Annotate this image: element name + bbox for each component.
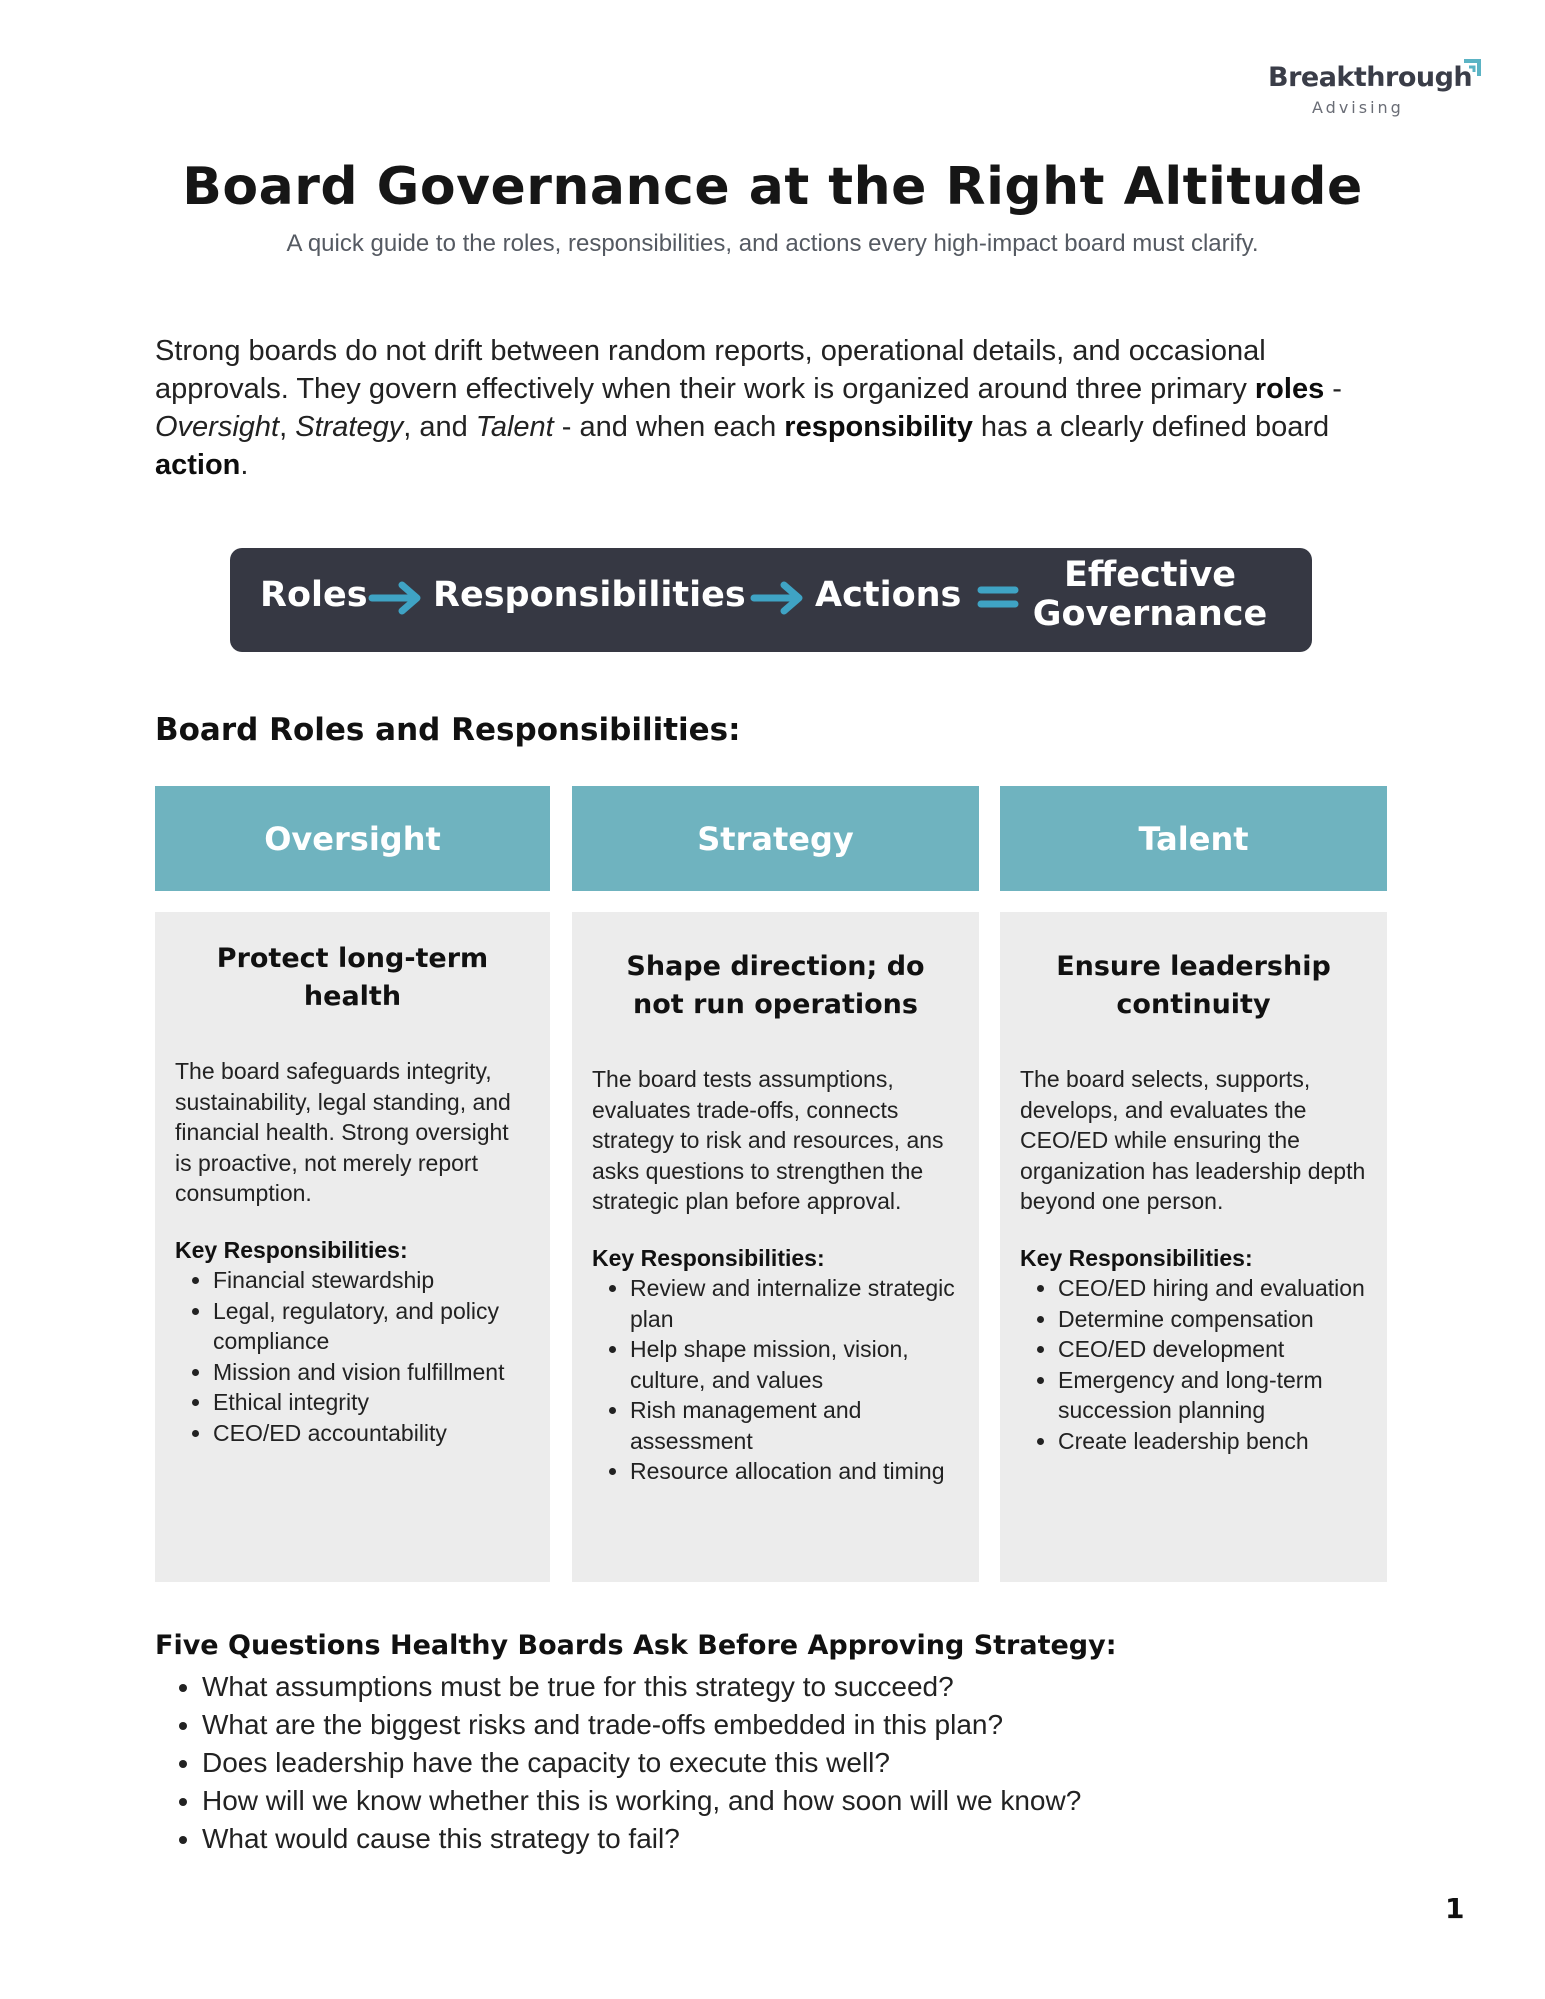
roles-section-heading: Board Roles and Responsibilities: — [155, 712, 741, 748]
responsibility-list — [592, 1273, 959, 1487]
banner-responsibilities: Responsibilities — [433, 575, 746, 615]
question-item: • What would cause this strategy to fail? — [202, 1820, 1442, 1858]
key-responsibilities-label: Key Responsibilities: — [175, 1236, 408, 1263]
list-item: • Help shape mission, vision, culture, and values — [630, 1334, 959, 1395]
action-emphasis: action — [155, 449, 241, 481]
card-description: The board tests assumptions, evaluates trade-offs, connects strategy to risk and resources, ans asks questions to strengthen the strategic plan before approval. — [592, 1066, 944, 1214]
column-header-strategy: Strategy — [572, 786, 979, 891]
list-item: • Create leadership bench — [1058, 1426, 1367, 1457]
question-item: • Does leadership have the capacity to execute this well? — [202, 1744, 1442, 1782]
list-item: • Resource allocation and timing — [630, 1456, 959, 1487]
document-title: Board Governance at the Right Altitude — [182, 157, 1363, 217]
list-item: • Ethical integrity — [213, 1387, 530, 1418]
banner-roles: Roles — [260, 575, 368, 615]
list-item: • Emergency and long-term succession planning — [1058, 1365, 1367, 1426]
list-item: • Review and internalize strategic plan — [630, 1273, 959, 1334]
list-item: • Financial stewardship — [213, 1265, 530, 1296]
card-subtitle: Shape direction; do not run operations — [626, 951, 925, 1020]
logo-mark-icon — [1460, 58, 1482, 84]
arrow-right-icon — [750, 578, 806, 618]
key-responsibilities-label: Key Responsibilities: — [592, 1244, 825, 1271]
logo-wordmark: Breakthrough — [1268, 62, 1473, 93]
intro-paragraph: Strong boards do not drift between random reports, operational details, and occasional approvals. They govern effectively when their work is organized around three primary roles - Oversight, Strategy, and Talent - and when each responsibility has a clearly defined board action. — [155, 335, 1342, 481]
roles-emphasis: roles — [1254, 373, 1325, 405]
governance-equation-banner — [230, 548, 1312, 652]
logo-tagline: Advising — [1312, 98, 1404, 117]
question-item: • What assumptions must be true for this strategy to succeed? — [202, 1668, 1442, 1706]
questions-heading: Five Questions Healthy Boards Ask Before Approving Strategy: — [155, 1630, 1117, 1661]
role-card-strategy — [572, 912, 979, 1582]
card-description: The board selects, supports, develops, and evaluates the CEO/ED while ensuring the organization has leadership depth beyond one person. — [1020, 1066, 1366, 1214]
card-description: The board safeguards integrity, sustainability, legal standing, and financial health. Strong oversight is proactive, not merely report consumption. — [175, 1058, 511, 1206]
list-item: • CEO/ED accountability — [213, 1418, 530, 1449]
responsibility-list — [175, 1265, 530, 1448]
list-item: • CEO/ED development — [1058, 1334, 1367, 1365]
responsibility-emphasis: responsibility — [784, 411, 973, 443]
arrow-right-icon — [368, 578, 424, 618]
column-header-oversight: Oversight — [155, 786, 550, 891]
list-item: • Legal, regulatory, and policy compliance — [213, 1296, 530, 1357]
responsibility-list — [1020, 1273, 1367, 1456]
list-item: • Mission and vision fulfillment — [213, 1357, 530, 1388]
column-header-talent: Talent — [1000, 786, 1387, 891]
question-item: • How will we know whether this is working, and how soon will we know? — [202, 1782, 1442, 1820]
banner-result: Effective Governance — [1032, 555, 1268, 634]
equals-icon — [976, 582, 1020, 612]
role-card-talent — [1000, 912, 1387, 1582]
list-item: • Rish management and assessment — [630, 1395, 959, 1456]
questions-list — [155, 1668, 1442, 1858]
key-responsibilities-label: Key Responsibilities: — [1020, 1244, 1253, 1271]
card-subtitle: Ensure leadership continuity — [1056, 951, 1331, 1020]
banner-actions: Actions — [815, 575, 962, 615]
document-subtitle: A quick guide to the roles, responsibilities, and actions every high-impact board must clarify. — [286, 230, 1259, 257]
card-subtitle: Protect long-term health — [216, 943, 489, 1012]
list-item: • CEO/ED hiring and evaluation — [1058, 1273, 1367, 1304]
question-item: • What are the biggest risks and trade-offs embedded in this plan? — [202, 1706, 1442, 1744]
page-number: 1 — [1445, 1892, 1465, 1925]
list-item: • Determine compensation — [1058, 1304, 1367, 1335]
company-logo — [1268, 58, 1478, 128]
role-card-oversight — [155, 912, 550, 1582]
